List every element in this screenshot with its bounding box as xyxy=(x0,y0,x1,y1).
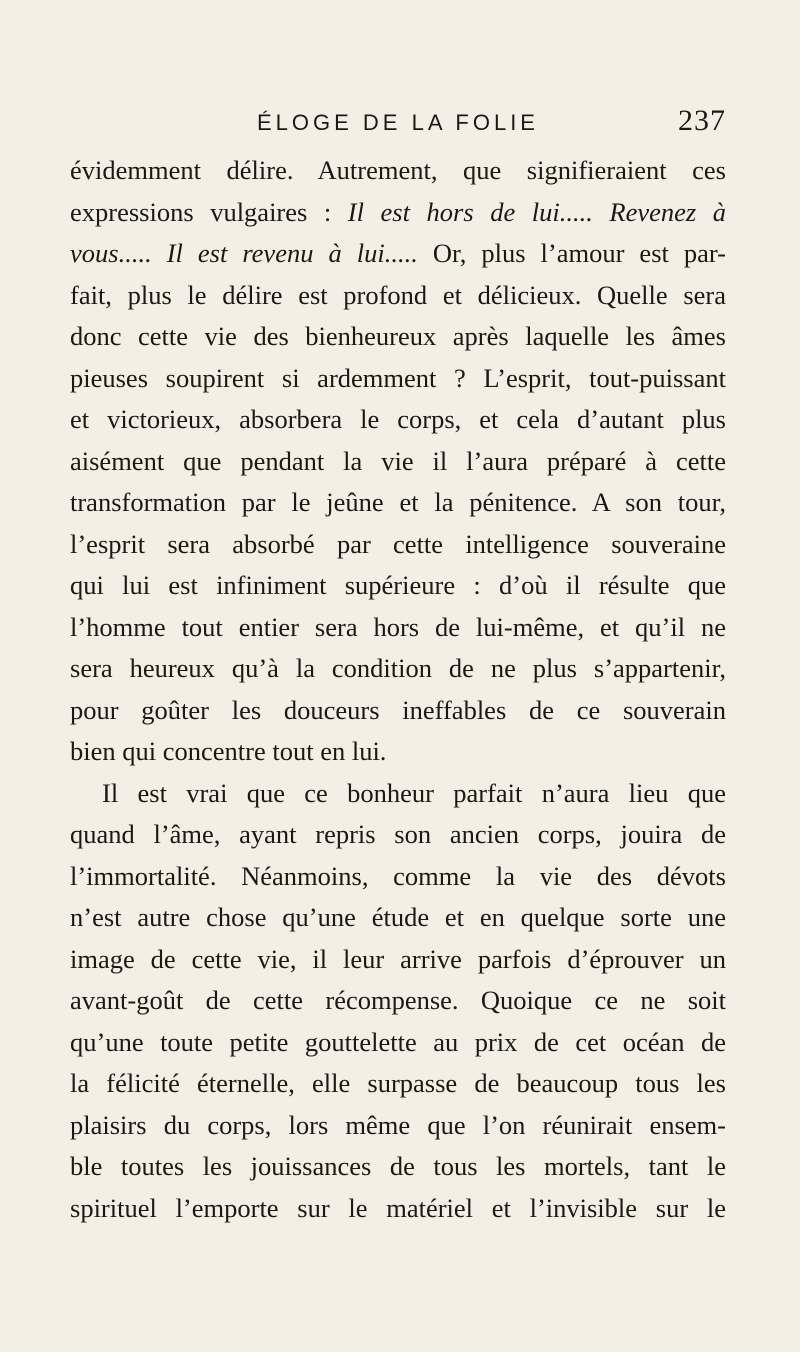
text-segment: image de cette vie, il leur arrive parfois d’éprouver un xyxy=(70,943,726,974)
page-number: 237 xyxy=(678,104,726,137)
text-line xyxy=(70,897,726,939)
text-line xyxy=(70,399,726,441)
text-segment: qui lui est infiniment supérieure : d’où il résulte que xyxy=(70,570,726,600)
text-line xyxy=(70,731,726,773)
text-segment: et victorieux, absorbera le corps, et cela d’autant plus xyxy=(70,404,726,434)
text-segment: transformation par le jeûne et la pénitence. A son tour, xyxy=(70,487,726,517)
text-line xyxy=(70,192,726,234)
text-segment: évidemment délire. Autrement, que signifieraient ces xyxy=(70,155,726,185)
text-segment: sera heureux qu’à la condition de ne plus s’appartenir, xyxy=(70,653,726,683)
text-segment: Il est vrai que ce bonheur parfait n’aura lieu que xyxy=(102,777,726,808)
text-segment: Or, plus l’amour est par- xyxy=(417,238,727,268)
text-segment: l’esprit sera absorbé par cette intelligence souveraine xyxy=(70,528,726,559)
text-segment: qu’une toute petite gouttelette au prix de cet océan de xyxy=(70,1026,726,1057)
text-line xyxy=(70,316,726,358)
text-segment: l’immortalité. Néanmoins, comme la vie des dévots xyxy=(70,860,726,891)
text-segment: avant-goût de cette récompense. Quoique ce ne soit xyxy=(70,985,726,1015)
text-segment: spirituel l’emporte sur le matériel et l’invisible sur le xyxy=(70,1192,726,1223)
text-segment: expressions vulgaires : xyxy=(70,196,348,227)
text-line xyxy=(70,856,726,898)
text-segment: donc cette vie des bienheureux après laquelle les âmes xyxy=(70,321,726,351)
running-head xyxy=(70,104,726,148)
text-line xyxy=(70,690,726,732)
body-text xyxy=(70,150,726,1229)
text-segment: pieuses soupirent si ardemment ? L’esprit, tout-puissant xyxy=(70,362,726,393)
text-segment: n’est autre chose qu’une étude et en quelque sorte une xyxy=(70,902,726,932)
text-segment: bien qui concentre tout en lui. xyxy=(70,736,387,766)
italic-text-segment: vous..... Il est revenu à lui..... xyxy=(70,238,418,268)
text-line xyxy=(70,607,726,649)
text-line xyxy=(70,233,726,275)
text-line xyxy=(70,1063,726,1105)
text-line xyxy=(70,1105,726,1147)
text-segment: pour goûter les douceurs ineffables de ce souverain xyxy=(70,694,726,725)
text-segment: fait, plus le délire est profond et délicieux. Quelle sera xyxy=(70,279,726,310)
text-line xyxy=(70,773,726,815)
text-segment: aisément que pendant la vie il l’aura préparé à cette xyxy=(70,445,726,476)
text-line xyxy=(70,565,726,607)
text-line xyxy=(70,1022,726,1064)
text-line xyxy=(70,648,726,690)
text-line xyxy=(70,441,726,483)
italic-text-segment: Il est hors de lui..... Revenez à xyxy=(347,196,726,227)
text-line xyxy=(70,482,726,524)
text-line xyxy=(70,814,726,856)
text-line xyxy=(70,524,726,566)
running-title: ÉLOGE DE LA FOLIE xyxy=(257,110,539,135)
text-line xyxy=(70,150,726,192)
text-segment: quand l’âme, ayant repris son ancien corps, jouira de xyxy=(70,819,726,849)
text-line xyxy=(70,980,726,1022)
text-segment: l’homme tout entier sera hors de lui-même, et qu’il ne xyxy=(70,611,726,642)
text-line xyxy=(70,939,726,981)
text-line xyxy=(70,1146,726,1188)
text-line xyxy=(70,1188,726,1230)
text-line xyxy=(70,358,726,400)
text-line xyxy=(70,275,726,317)
text-segment: ble toutes les jouissances de tous les mortels, tant le xyxy=(70,1151,726,1181)
text-segment: la félicité éternelle, elle surpasse de beaucoup tous les xyxy=(70,1068,726,1098)
text-segment: plaisirs du corps, lors même que l’on réunirait ensem- xyxy=(70,1109,726,1140)
